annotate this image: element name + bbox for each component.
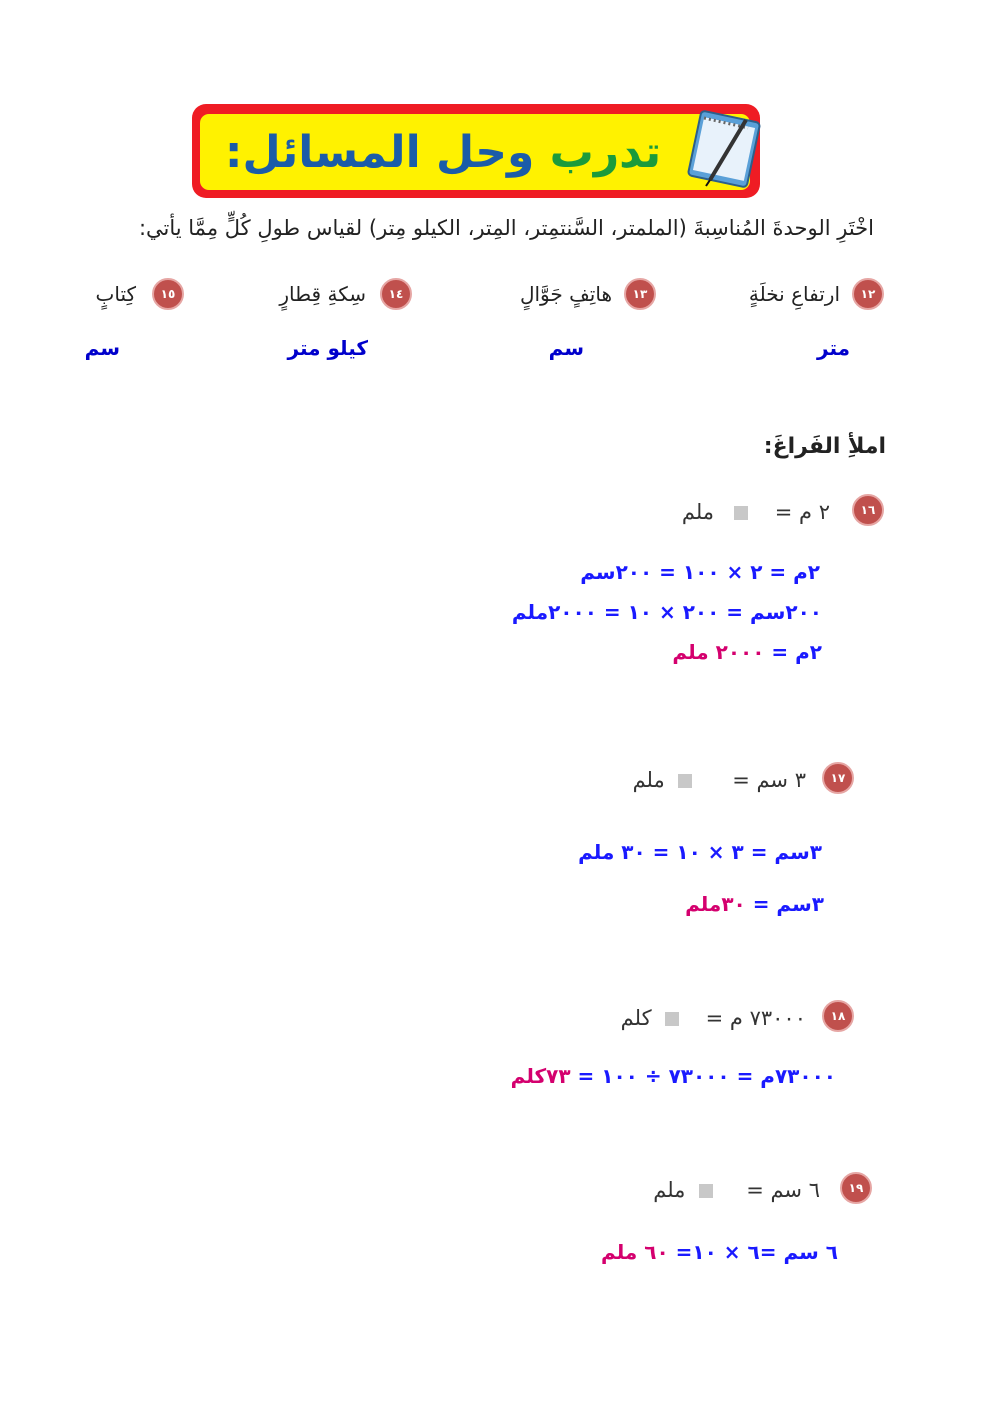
solution-step: ٢م = <box>764 640 822 664</box>
question-left: ٣ سم = <box>732 768 806 792</box>
title-word-solve: وحل المسائل: <box>224 127 535 178</box>
item-answer-13: سم <box>548 336 584 360</box>
solution-step: ٢٠٠سم = ٢٠٠ × ١٠ = ٢٠٠٠ملم <box>511 600 822 624</box>
question-left: ٧٣٠٠٠ م = <box>705 1006 806 1030</box>
title-word-practice: تدرب <box>549 127 662 178</box>
item-answer-12: متر <box>817 336 850 360</box>
solution-step: ٣سم = <box>745 892 824 916</box>
item-label-13: هاتِفٍ جَوَّالٍ <box>519 282 612 306</box>
item-number-14: ١٤ <box>380 278 412 310</box>
solution-line <box>511 1064 836 1088</box>
question-unit: كلم <box>620 1006 652 1030</box>
question-unit: ملم <box>681 500 715 524</box>
problem-question-16 <box>682 500 830 524</box>
fill-section-title: املأِ الفَراغَ: <box>763 434 886 459</box>
blank-box <box>734 506 748 520</box>
solution-line <box>685 892 824 916</box>
question-unit: ملم <box>632 768 665 792</box>
notepad-icon <box>684 104 770 190</box>
solution-step: ٧٣٠٠٠م = ٧٣٠٠٠ ÷ ١٠٠ = <box>570 1064 836 1088</box>
blank-box <box>678 774 692 788</box>
problem-question-19 <box>653 1178 820 1202</box>
solution-result: ٦٠ ملم <box>601 1240 669 1264</box>
item-label-15: كِتابٍ <box>95 282 136 306</box>
problem-question-18 <box>621 1006 806 1030</box>
solution-result: ٣٠ملم <box>685 892 746 916</box>
solution-result: ٧٣كلم <box>510 1064 571 1088</box>
solution-result: ٢٠٠٠ ملم <box>672 640 765 664</box>
item-answer-15: سم <box>84 336 120 360</box>
problem-number-18: ١٨ <box>822 1000 854 1032</box>
solution-line <box>578 840 822 864</box>
solution-step: ٣سم = ٣ × ١٠ = ٣٠ ملم <box>578 840 822 864</box>
item-number-15: ١٥ <box>152 278 184 310</box>
blank-box <box>665 1012 679 1026</box>
item-number-13: ١٣ <box>624 278 656 310</box>
item-number-12: ١٢ <box>852 278 884 310</box>
question-left: ٢ م = <box>774 500 830 524</box>
problem-number-17: ١٧ <box>822 762 854 794</box>
question-unit: ملم <box>653 1178 686 1202</box>
solution-line <box>580 560 820 584</box>
problem-number-19: ١٩ <box>840 1172 872 1204</box>
item-label-14: سِكةِ قِطارٍ <box>279 282 366 306</box>
solution-step: ٦ سم =٦ × ١٠= <box>668 1240 838 1264</box>
problem-number-16: ١٦ <box>852 494 884 526</box>
solution-line <box>672 640 822 664</box>
problem-question-17 <box>633 768 806 792</box>
solution-line <box>512 600 822 624</box>
item-answer-14: كيلو متر <box>287 336 368 360</box>
instruction-text: اخْتَرِ الوحدةَ المُناسِبةَ (الملمتر، السَّنتمِتر، المِتر، الكيلو مِتر) لقياس طولِ كُلٍّ مِمَّا يأتي: <box>138 216 874 240</box>
solution-step: ٢م = ٢ × ١٠٠ = ٢٠٠سم <box>580 560 820 584</box>
section-title <box>208 120 678 186</box>
blank-box <box>699 1184 713 1198</box>
solution-line <box>601 1240 838 1264</box>
item-label-12: ارتفاعِ نخلَةٍ <box>748 282 840 306</box>
question-left: ٦ سم = <box>746 1178 820 1202</box>
